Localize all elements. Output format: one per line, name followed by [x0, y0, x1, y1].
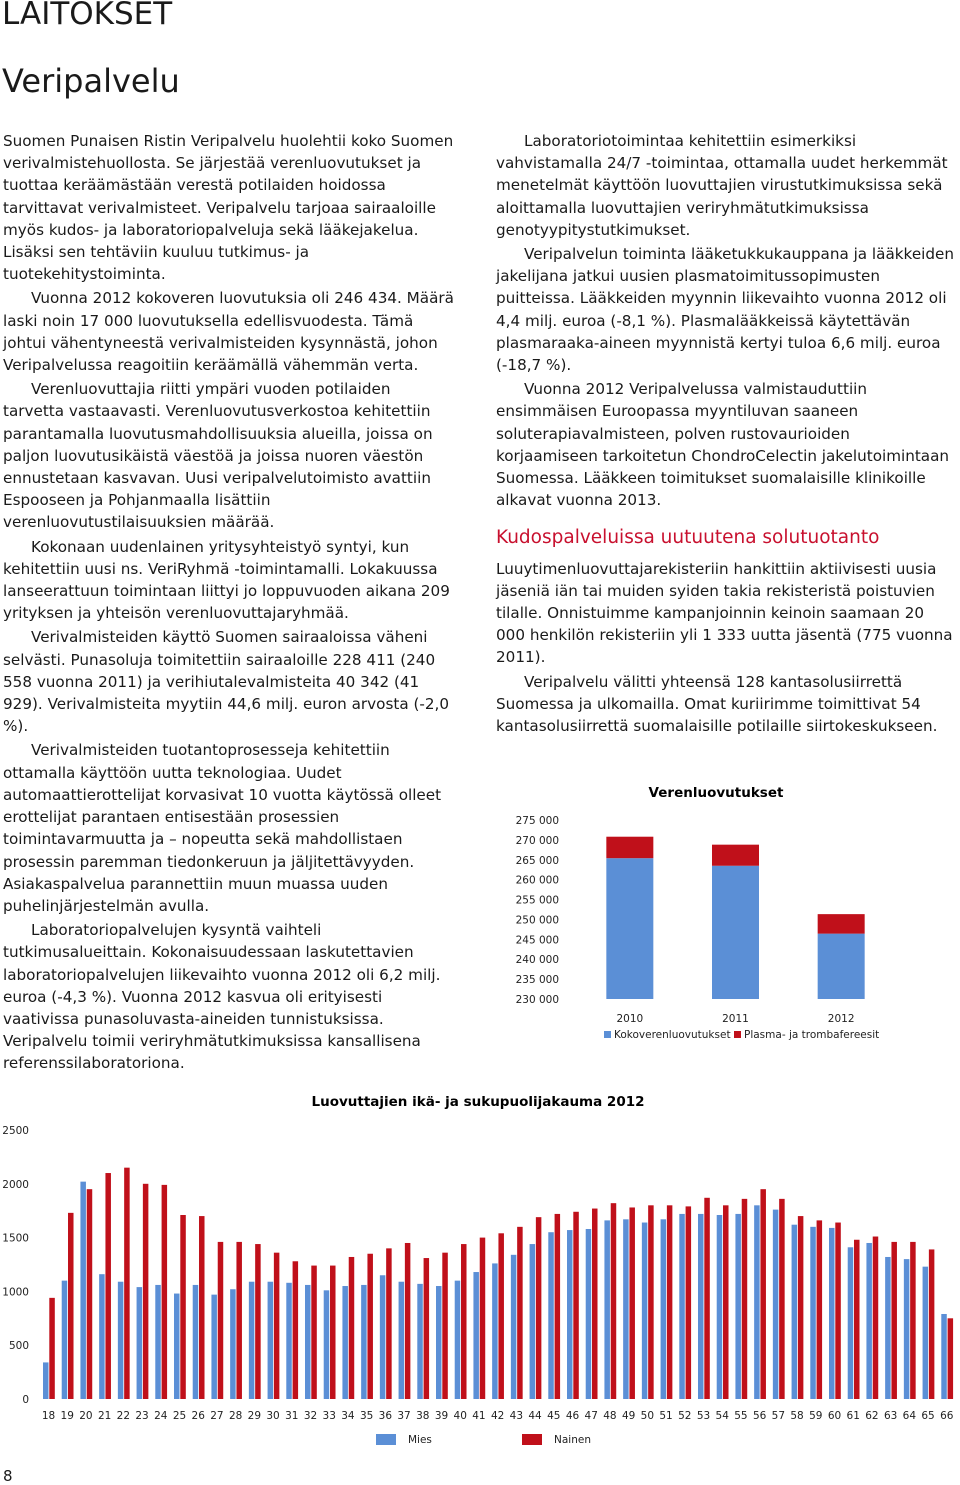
bar-mies-58	[792, 1225, 798, 1399]
x-tick-label: 49	[621, 1410, 636, 1422]
x-tick-label: 66	[940, 1410, 954, 1422]
bar-mies-19	[62, 1281, 68, 1399]
bar-nainen-64	[910, 1242, 916, 1399]
right-column-part-1	[496, 130, 954, 511]
bar-mies-62	[866, 1243, 872, 1399]
bar-mies-33	[324, 1290, 330, 1399]
bar-mies-60	[829, 1228, 835, 1399]
paragraph: Laboratoriotoimintaa kehitettiin esimerkiksi vahvistamalla 24/7 -toimintaa, ottamalla uudet herkemmät menetelmät käyttöön luovuttajien virustutkimuksissa sekä aloittamalla luovuttajien veriryhmätutkimuksissa genotyypitystutkimukset.	[496, 132, 948, 239]
x-tick-label: 65	[921, 1410, 935, 1422]
bar-nainen-27	[218, 1242, 224, 1399]
paragraph: Laboratoriopalvelujen kysyntä vaihteli tutkimusalueittain. Kokonaisuudessaan laskutettavien laboratoriopalvelujen liikevaihto vuonna 2012 oli 6,2 milj. euroa (-4,3 %). Vuonna 2012 kasvua oli erityisesti vaativissa punasoluvasta-aineiden tunnistuksissa. Veripalvelu toimii veriryhmätutkimuksissa kansallisena referenssilaboratoriona.	[3, 921, 441, 1073]
bar-plasma-2011	[712, 845, 759, 866]
bar-mies-26	[193, 1285, 199, 1399]
paragraph: Luuytimenluovuttajarekisteriin hankittiin aktiivisesti uusia jäseniä iän tai muiden syiden takia rekisteristä poistuvien tilalle. Onnistuimme kampanjoinnin keinoin saamaan 20 000 henkilön rekisteriin yli 1 333 uutta jäsentä (775 vuonna 2011).	[496, 559, 953, 667]
right-column-part-2	[496, 558, 954, 738]
bar-mies-32	[305, 1285, 311, 1399]
bar-mies-51	[661, 1219, 667, 1399]
x-tick-label: 60	[827, 1410, 842, 1422]
bar-nainen-61	[854, 1240, 860, 1399]
bar-kokoverenluovutukset-2011	[712, 866, 759, 999]
legend-swatch	[734, 1031, 741, 1038]
y-tick-label: 260 000	[515, 874, 559, 887]
bar-mies-42	[492, 1263, 498, 1399]
legend-label: Plasma- ja trombafereesit	[744, 1029, 880, 1041]
bar-nainen-26	[199, 1216, 205, 1399]
bar-nainen-28	[236, 1242, 242, 1399]
bar-mies-24	[155, 1285, 161, 1399]
age-gender-chart	[0, 1083, 960, 1458]
x-tick-label: 56	[752, 1410, 767, 1422]
y-tick-label: 0	[22, 1394, 29, 1406]
bar-mies-50	[642, 1223, 648, 1399]
x-tick-label: 26	[191, 1410, 205, 1422]
bar-mies-25	[174, 1294, 180, 1399]
bar-nainen-63	[891, 1242, 897, 1399]
bar-mies-46	[567, 1230, 573, 1399]
bar-kokoverenluovutukset-2010	[606, 858, 653, 999]
subheading: Kudospalveluissa uutuutena solutuotanto	[496, 527, 880, 549]
bar-mies-61	[848, 1247, 854, 1399]
bar-mies-27	[211, 1295, 217, 1399]
x-tick-label: 25	[172, 1410, 187, 1422]
x-tick-label: 58	[790, 1410, 804, 1422]
bar-nainen-50	[648, 1205, 654, 1399]
legend-label: Kokoverenluovutukset	[614, 1029, 731, 1041]
x-tick-label: 27	[210, 1410, 224, 1422]
x-tick-label: 64	[902, 1410, 917, 1422]
legend-swatch	[604, 1031, 611, 1038]
x-tick-label: 2010	[616, 1013, 644, 1025]
y-tick-label: 240 000	[515, 954, 559, 967]
bar-nainen-46	[573, 1212, 579, 1399]
bar-mies-28	[230, 1289, 236, 1399]
bar-mies-23	[137, 1287, 143, 1399]
x-tick-label: 2012	[827, 1013, 855, 1025]
y-tick-label: 265 000	[515, 854, 559, 867]
bar-nainen-44	[536, 1217, 542, 1399]
bar-nainen-47	[592, 1209, 598, 1399]
bar-nainen-53	[704, 1198, 710, 1399]
legend-label: Nainen	[554, 1434, 591, 1446]
bar-nainen-65	[929, 1249, 935, 1399]
paragraph: Verenluovuttajia riitti ympäri vuoden potilaiden tarvetta vastaavasti. Verenluovutusverkostoa kehitettiin parantamalla luovutusmahdollisuuksia alueilla, joissa on paljon luovutusikäistä väestöä ja joissa nuoren väestön ennustetaan kasvavan. Uusi veripalvelutoimisto avattiin Espooseen ja Pohjanmaalla lisättiin verenluovutustilaisuuksien määrää.	[3, 380, 433, 532]
bar-nainen-30	[274, 1253, 280, 1399]
y-tick-label: 245 000	[515, 934, 559, 947]
bar-nainen-40	[461, 1244, 467, 1399]
bar-nainen-62	[873, 1237, 879, 1399]
paragraph: Suomen Punaisen Ristin Veripalvelu huolehtii koko Suomen verivalmistehuollosta. Se järjestää verenluovutukset ja tuottaa keräämästään verestä potilaiden hoidossa tarvittavat verivalmisteet. Veripalvelu tarjoaa sairaaloille myös kudos- ja laboratoriopalveluja sekä lääkejakelua. Lisäksi sen tehtäviin kuuluu tutkimus- ja tuotekehitystoiminta.	[3, 132, 454, 284]
x-tick-label: 46	[565, 1410, 580, 1422]
bar-nainen-23	[143, 1184, 149, 1399]
section-title: LAITOKSET	[2, 0, 173, 32]
y-tick-label: 270 000	[515, 834, 559, 847]
x-tick-label: 61	[846, 1410, 860, 1422]
bar-mies-44	[530, 1244, 536, 1399]
x-tick-label: 63	[883, 1410, 898, 1422]
bar-nainen-52	[686, 1206, 692, 1399]
x-tick-label: 52	[678, 1410, 692, 1422]
bar-plasma-2010	[606, 837, 653, 858]
x-tick-label: 18	[41, 1410, 56, 1422]
bar-mies-40	[455, 1281, 461, 1399]
bar-nainen-51	[667, 1205, 673, 1399]
x-tick-label: 48	[603, 1410, 617, 1422]
x-tick-label: 29	[247, 1410, 262, 1422]
x-tick-label: 33	[322, 1410, 336, 1422]
bar-nainen-38	[424, 1258, 430, 1399]
y-tick-label: 2500	[2, 1125, 29, 1137]
bar-mies-64	[904, 1259, 910, 1399]
legend-swatch	[522, 1434, 542, 1445]
bar-nainen-34	[349, 1257, 355, 1399]
bar-mies-66	[941, 1314, 947, 1399]
x-tick-label: 53	[696, 1410, 711, 1422]
y-tick-label: 255 000	[515, 894, 559, 907]
bar-nainen-57	[779, 1199, 785, 1399]
bar-nainen-39	[442, 1253, 448, 1399]
bar-kokoverenluovutukset-2012	[818, 934, 865, 999]
x-tick-label: 38	[416, 1410, 430, 1422]
bar-nainen-56	[760, 1189, 766, 1399]
bar-mies-20	[80, 1182, 86, 1399]
bar-nainen-45	[555, 1214, 561, 1399]
bar-nainen-48	[611, 1203, 617, 1399]
donations-chart	[496, 775, 896, 1050]
x-tick-label: 54	[715, 1410, 729, 1422]
bar-mies-48	[604, 1220, 610, 1399]
bar-mies-41	[473, 1272, 479, 1399]
bar-mies-49	[623, 1219, 629, 1399]
bar-mies-34	[342, 1286, 348, 1399]
paragraph: Verivalmisteiden käyttö Suomen sairaaloissa väheni selvästi. Punasoluja toimitettiin sairaaloille 228 411 (240 558 vuonna 2011) ja verihiutalevalmisteita 40 342 (41 929). Verivalmisteita myytiin 44,6 milj. euron arvosta (-2,0 %).	[3, 628, 450, 736]
x-tick-label: 23	[135, 1410, 149, 1422]
bar-mies-47	[586, 1229, 592, 1399]
page-title: Veripalvelu	[2, 62, 180, 100]
bar-nainen-35	[367, 1254, 373, 1399]
bar-mies-43	[511, 1255, 517, 1399]
bar-nainen-21	[105, 1173, 111, 1399]
x-tick-label: 42	[490, 1410, 505, 1422]
x-tick-label: 39	[434, 1410, 449, 1422]
bar-mies-55	[735, 1214, 741, 1399]
x-tick-label: 50	[640, 1410, 655, 1422]
x-tick-label: 28	[228, 1410, 243, 1422]
x-tick-label: 36	[378, 1410, 393, 1422]
paragraph: Kokonaan uudenlainen yritysyhteistyö syntyi, kun kehitettiin uusi ns. VeriRyhmä -toimintamalli. Lokakuussa lanseerattuun toimintaan liittyi jo loppuvuoden aikana 209 yrityksen ja yhteisön verenluovuttajaryhmää.	[3, 537, 450, 623]
chart-title: Verenluovutukset	[648, 785, 784, 801]
y-tick-label: 250 000	[515, 914, 559, 927]
bar-nainen-29	[255, 1244, 261, 1399]
bar-nainen-20	[87, 1189, 93, 1399]
bar-mies-22	[118, 1282, 124, 1399]
bar-nainen-22	[124, 1168, 129, 1399]
x-tick-label: 31	[285, 1410, 299, 1422]
bar-nainen-60	[835, 1223, 841, 1399]
bar-mies-53	[698, 1214, 704, 1399]
bar-mies-30	[268, 1282, 274, 1399]
bar-mies-56	[754, 1205, 760, 1399]
bar-nainen-33	[330, 1266, 336, 1399]
bar-plasma-2012	[818, 914, 865, 933]
bar-mies-59	[810, 1227, 816, 1399]
bar-mies-37	[399, 1282, 405, 1399]
x-tick-label: 51	[659, 1410, 673, 1422]
bar-mies-63	[885, 1257, 891, 1399]
x-tick-label: 34	[341, 1410, 355, 1422]
legend-swatch	[376, 1434, 396, 1445]
paragraph: Vuonna 2012 Veripalvelussa valmistauduttiin ensimmäisen Euroopassa myyntiluvan saaneen soluterapiavalmisteen, polven rustovaurioiden korjaamiseen tarkoitetun ChondroCelectin jakelutoimintaan Suomessa. Lääkkeen toimitukset suomalaisille klinikoille alkavat vuonna 2013.	[496, 380, 950, 510]
bar-nainen-32	[311, 1266, 317, 1399]
y-tick-label: 235 000	[515, 974, 559, 987]
bar-mies-21	[99, 1274, 105, 1399]
bar-mies-35	[361, 1285, 367, 1399]
bar-mies-65	[923, 1267, 929, 1399]
paragraph: Veripalvelu välitti yhteensä 128 kantasolusiirrettä Suomessa ja ulkomailla. Omat kuriirimme toimittivat 54 kantasolusiirrettä suomalaisille potilaille siirtokeskukseen.	[496, 672, 938, 736]
bar-nainen-43	[517, 1227, 523, 1399]
bar-mies-54	[717, 1215, 723, 1399]
chart-title: Luovuttajien ikä- ja sukupuolijakauma 2012	[311, 1094, 645, 1110]
bar-nainen-54	[723, 1205, 729, 1399]
x-tick-label: 22	[116, 1410, 131, 1422]
x-tick-label: 47	[584, 1410, 598, 1422]
paragraph: Verivalmisteiden tuotantoprosesseja kehitettiin ottamalla käyttöön uutta teknologiaa. Uudet automaattierottelijat korvasivat 10 vuotta käytössä olleet erottelijat parantaen entisestään prosessien toimintavarmuutta ja – nopeutta sekä mahdollistaen prosessin paremman tiedonkeruun ja jäljitettävyyden. Asiakaspalvelua parannettiin muun muassa uuden puhelinjärjestelmän avulla.	[3, 741, 442, 915]
x-tick-label: 62	[865, 1410, 879, 1422]
x-tick-label: 41	[472, 1410, 486, 1422]
bar-nainen-55	[742, 1199, 748, 1399]
bar-mies-36	[380, 1275, 386, 1399]
bar-nainen-31	[293, 1261, 299, 1399]
left-text-column	[3, 130, 455, 1077]
legend-label: Mies	[408, 1434, 432, 1446]
right-text-column	[496, 130, 954, 739]
y-tick-label: 2000	[2, 1178, 29, 1191]
bar-nainen-25	[180, 1215, 186, 1399]
x-tick-label: 20	[79, 1410, 93, 1422]
x-tick-label: 57	[771, 1410, 786, 1422]
bar-mies-52	[679, 1214, 685, 1399]
x-tick-label: 35	[359, 1410, 374, 1422]
bar-nainen-37	[405, 1243, 411, 1399]
x-tick-label: 2011	[722, 1013, 749, 1025]
bar-mies-31	[286, 1283, 292, 1399]
x-tick-label: 24	[154, 1410, 168, 1422]
x-tick-label: 55	[734, 1410, 748, 1422]
bar-nainen-41	[480, 1238, 486, 1399]
bar-mies-57	[773, 1210, 779, 1399]
y-tick-label: 230 000	[515, 994, 559, 1006]
x-tick-label: 40	[453, 1410, 467, 1422]
bar-nainen-66	[948, 1318, 954, 1399]
paragraph: Veripalvelun toiminta lääketukkukauppana ja lääkkeiden jakelijana jatkui uusien plasmatoimitussopimusten puitteissa. Lääkkeiden myynnin liikevaihto vuonna 2012 oli 4,4 milj. euroa (-8,1 %). Plasmalääkkeissä käytettävän plasmaraaka-aineen myynnistä kertyi tuloa 6,6 milj. euroa (-18,7 %).	[496, 245, 954, 375]
x-tick-label: 32	[303, 1410, 318, 1422]
x-tick-label: 45	[547, 1410, 561, 1422]
bar-nainen-24	[162, 1185, 168, 1399]
y-tick-label: 1500	[2, 1232, 29, 1245]
bar-mies-45	[548, 1232, 554, 1399]
y-tick-label: 1000	[2, 1286, 29, 1299]
page-number: 8	[3, 1467, 13, 1485]
x-tick-label: 30	[266, 1410, 280, 1422]
x-tick-label: 21	[97, 1410, 112, 1422]
bar-mies-38	[417, 1284, 423, 1399]
bar-mies-18	[43, 1362, 49, 1399]
bar-mies-29	[249, 1282, 255, 1399]
bar-nainen-36	[386, 1248, 392, 1399]
x-tick-label: 43	[509, 1410, 524, 1422]
x-tick-label: 44	[528, 1410, 542, 1422]
y-tick-label: 500	[8, 1340, 29, 1353]
bar-nainen-49	[629, 1207, 635, 1399]
bar-nainen-59	[817, 1220, 823, 1399]
y-tick-label: 275 000	[515, 815, 559, 827]
bar-nainen-18	[49, 1298, 55, 1399]
bar-mies-39	[436, 1286, 442, 1399]
x-tick-label: 19	[60, 1410, 74, 1422]
x-tick-label: 37	[397, 1410, 411, 1422]
bar-nainen-58	[798, 1216, 804, 1399]
x-tick-label: 59	[809, 1410, 823, 1422]
bar-nainen-42	[498, 1233, 504, 1399]
bar-nainen-19	[68, 1213, 74, 1399]
paragraph: Vuonna 2012 kokoveren luovutuksia oli 246 434. Määrä laski noin 17 000 luovutuksella edellisvuodesta. Tämä johtui vähentyneestä verivalmisteiden kysynnästä, johon Veripalvelussa reagoitiin keräämällä vähemmän verta.	[3, 289, 454, 375]
